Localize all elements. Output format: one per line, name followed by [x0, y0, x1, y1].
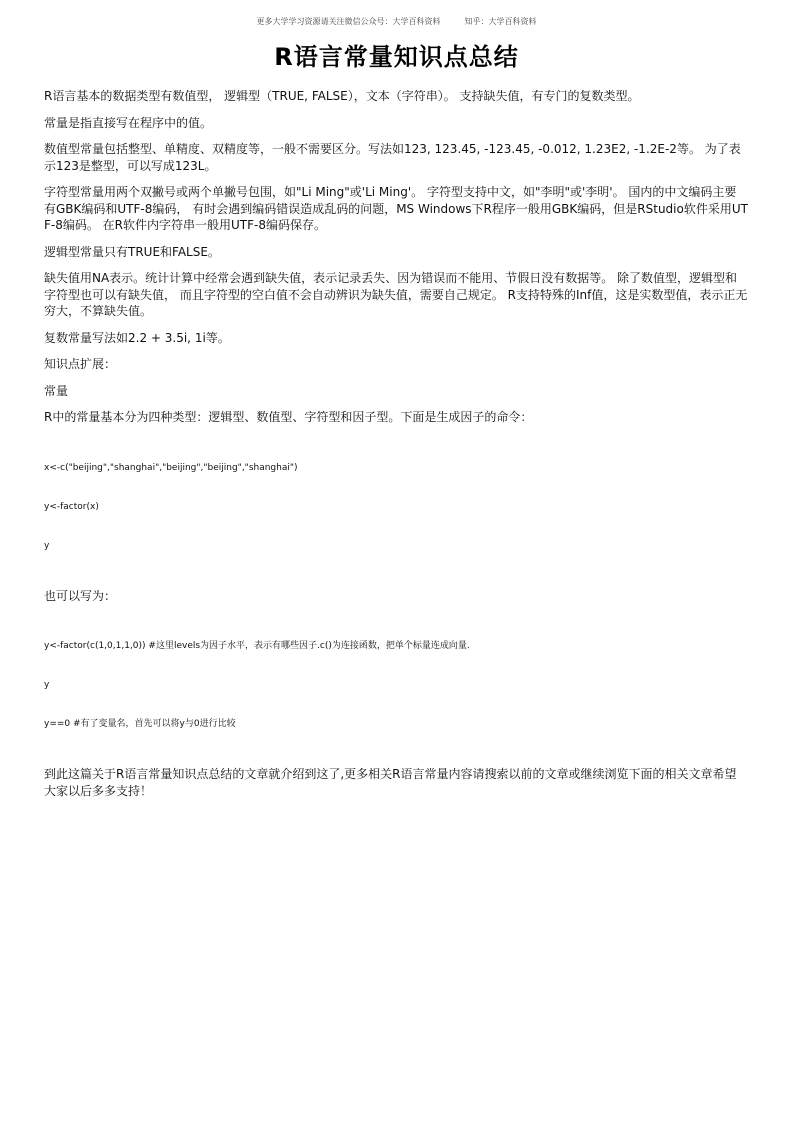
paragraph-character-constants: 字符型常量用两个双撇号或两个单撇号包围，如"Li Ming"或'Li Ming'。 字符型支持中文，如"李明"或'李明'。 国内的中文编码主要有GBK编码和UTF-8编码， 有时会遇到编码错误造成乱码的问题，MS Windows下R程序一般用GBK编码，但是RStudio软件采用UTF-8编码。 在R软件内字符串一般用UTF-8编码保存。	[44, 185, 748, 232]
paragraph-constants-heading: 常量	[44, 383, 69, 398]
header-left-text: 更多大学学习资源请关注微信公众号：大学百科资料	[256, 17, 441, 26]
paragraph-data-types: R语言基本的数据类型有数值型， 逻辑型（TRUE, FALSE），文本（字符串）。 支持缺失值，有专门的复数类型。	[44, 89, 640, 103]
code-line: y	[44, 680, 50, 690]
paragraph-logical-constants: 逻辑型常量只有TRUE和FALSE。	[44, 244, 220, 259]
paragraph-closing: 到此这篇关于R语言常量知识点总结的文章就介绍到这了,更多相关R语言常量内容请搜索以前的文章或继续浏览下面的相关文章希望大家以后多多支持！	[44, 767, 737, 798]
paragraph-numeric-constants: 数值型常量包括整型、单精度、双精度等，一般不需要区分。写法如123, 123.45, -123.45, -0.012, 1.23E2, -1.2E-2等。 为了表示123是整型，可以写成123L。	[44, 142, 741, 173]
page-header	[0, 16, 793, 27]
paragraph-complex-constants: 复数常量写法如2.2 + 3.5i, 1i等。	[44, 330, 230, 345]
document-title: R语言常量知识点总结	[274, 43, 519, 71]
code-block-factor-alt	[44, 614, 748, 757]
paragraph-constant-definition: 常量是指直接写在程序中的值。	[44, 115, 213, 130]
code-line: y==0 #有了变量名，首先可以将y与0进行比较	[44, 719, 236, 729]
paragraph-four-types: R中的常量基本分为四种类型：逻辑型、数值型、字符型和因子型。下面是生成因子的命令：	[44, 410, 533, 424]
paragraph-extension-heading: 知识点扩展：	[44, 357, 117, 371]
code-block-factor	[44, 436, 748, 579]
code-line: y<-factor(c(1,0,1,1,0)) #这里levels为因子水平，表示有哪些因子.c()为连接函数，把单个标量连成向量.	[44, 641, 470, 651]
code-line: y	[44, 540, 50, 551]
header-right-text: 知乎：大学百科资料	[464, 17, 537, 26]
paragraph-alternative: 也可以写为：	[44, 588, 117, 603]
code-line: x<-c("beijing","shanghai","beijing","beijing","shanghai")	[44, 462, 298, 473]
document-body	[44, 88, 748, 809]
paragraph-missing-values: 缺失值用NA表示。统计计算中经常会遇到缺失值，表示记录丢失、因为错误而不能用、节假日没有数据等。 除了数值型，逻辑型和字符型也可以有缺失值， 而且字符型的空白值不会自动辨识为缺失值，需要自己规定。 R支持特殊的Inf值，这是实数型值，表示正无穷大，不算缺失值。	[44, 271, 748, 318]
code-line: y<-factor(x)	[44, 501, 99, 512]
